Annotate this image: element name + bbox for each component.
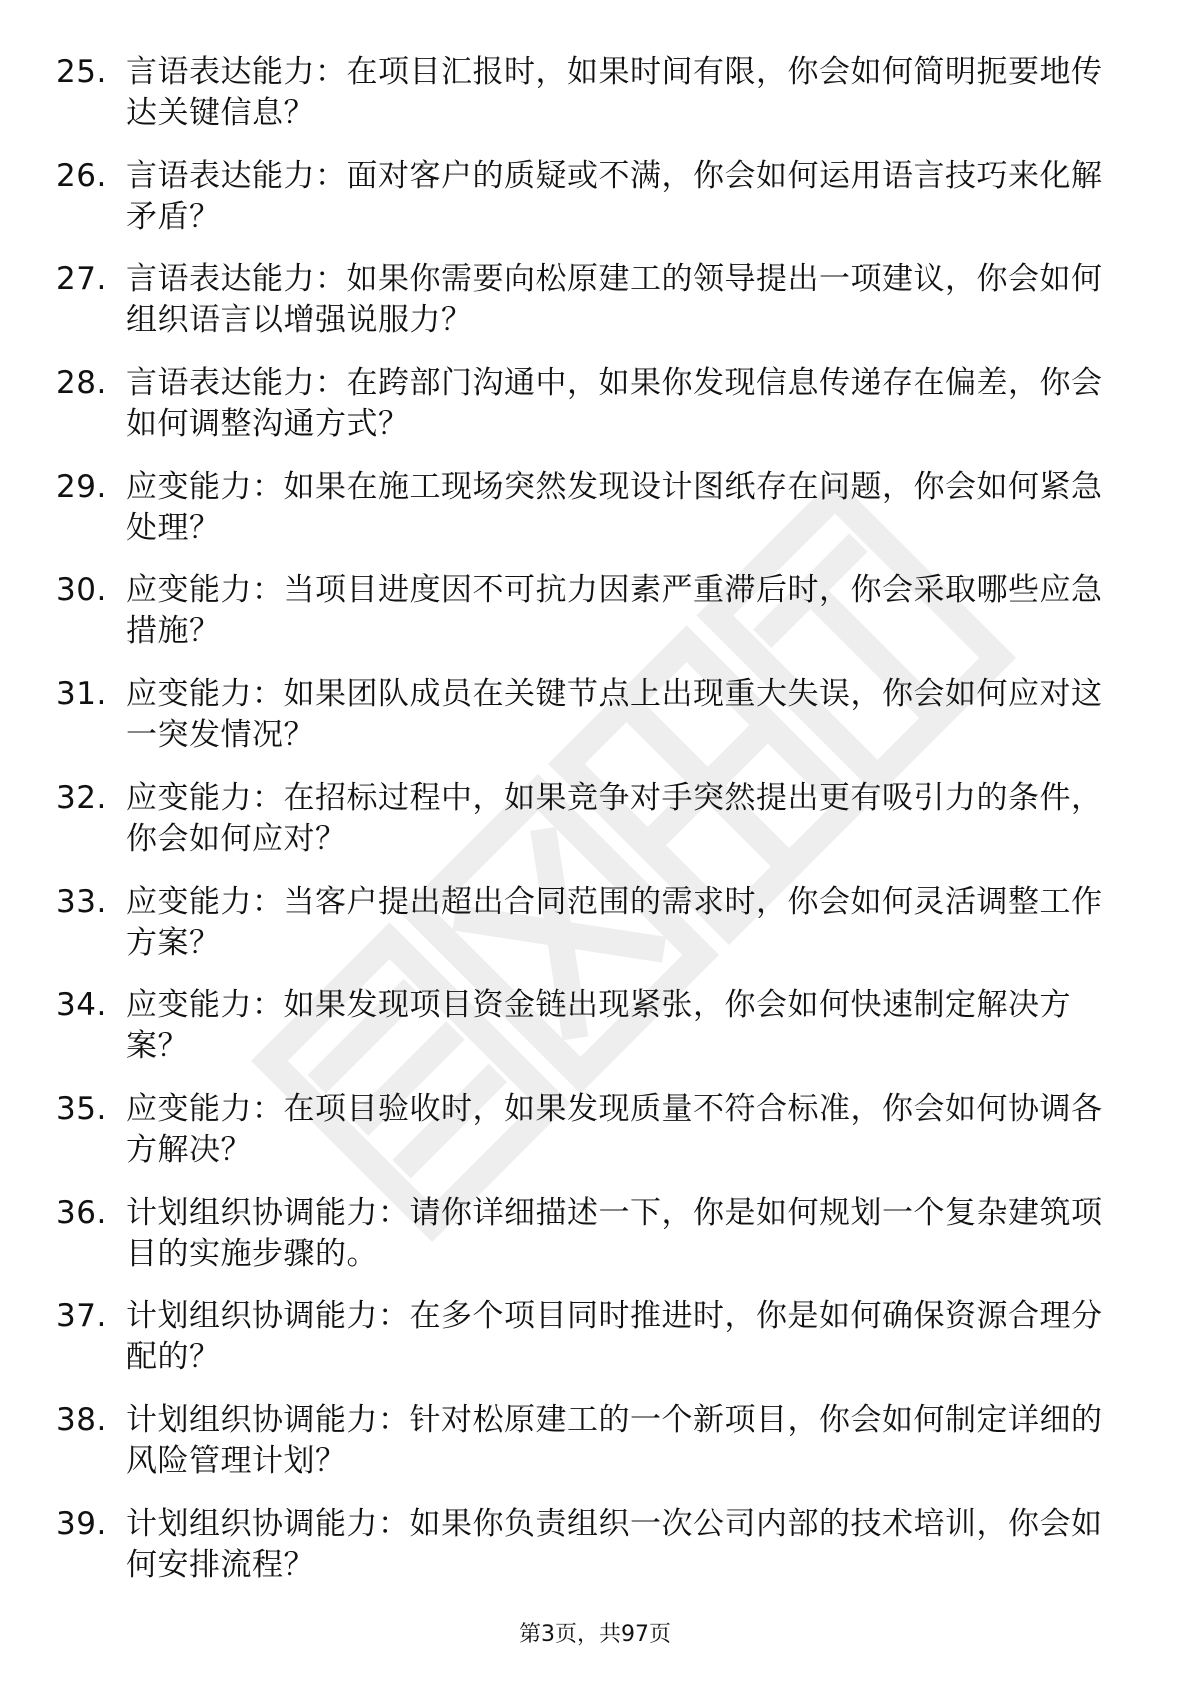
question-number: 33. bbox=[56, 883, 107, 920]
question-list bbox=[56, 52, 1116, 1607]
question-item bbox=[56, 570, 1116, 652]
question-text: 应变能力：如果发现项目资金链出现紧张，你会如何快速制定解决方案？ bbox=[126, 987, 1071, 1065]
question-number: 37. bbox=[56, 1298, 107, 1335]
question-number: 32. bbox=[56, 779, 107, 816]
question-item bbox=[56, 259, 1116, 341]
question-number: 34. bbox=[56, 987, 107, 1024]
question-number: 38. bbox=[56, 1401, 107, 1438]
question-text: 应变能力：在项目验收时，如果发现质量不符合标准，你会如何协调各方解决？ bbox=[126, 1090, 1103, 1168]
question-text: 言语表达能力：在跨部门沟通中，如果你发现信息传递存在偏差，你会如何调整沟通方式？ bbox=[126, 365, 1103, 443]
question-text: 计划组织协调能力：针对松原建工的一个新项目，你会如何制定详细的风险管理计划？ bbox=[126, 1401, 1103, 1479]
question-number: 30. bbox=[56, 572, 107, 609]
question-item bbox=[56, 52, 1116, 134]
question-number: 31. bbox=[56, 676, 107, 713]
question-text: 应变能力：当客户提出超出合同范围的需求时，你会如何灵活调整工作方案？ bbox=[126, 883, 1103, 961]
question-text: 应变能力：如果在施工现场突然发现设计图纸存在问题，你会如何紧急处理？ bbox=[126, 468, 1103, 546]
question-number: 26. bbox=[56, 157, 107, 194]
question-item bbox=[56, 882, 1116, 964]
question-number: 28. bbox=[56, 365, 107, 402]
question-item bbox=[56, 1089, 1116, 1171]
question-number: 35. bbox=[56, 1090, 107, 1127]
question-text: 计划组织协调能力：在多个项目同时推进时，你是如何确保资源合理分配的？ bbox=[126, 1298, 1103, 1376]
question-text: 计划组织协调能力：请你详细描述一下，你是如何规划一个复杂建筑项目的实施步骤的。 bbox=[126, 1194, 1103, 1272]
question-text: 言语表达能力：在项目汇报时，如果时间有限，你会如何简明扼要地传达关键信息？ bbox=[126, 54, 1103, 131]
question-item bbox=[56, 674, 1116, 756]
page-footer bbox=[0, 1620, 1190, 1650]
question-number: 27. bbox=[56, 261, 107, 298]
question-text: 应变能力：当项目进度因不可抗力因素严重滞后时，你会采取哪些应急措施？ bbox=[126, 572, 1103, 650]
question-item bbox=[56, 1296, 1116, 1378]
question-text: 言语表达能力：如果你需要向松原建工的领导提出一项建议，你会如何组织语言以增强说服力？ bbox=[126, 261, 1103, 339]
question-item bbox=[56, 156, 1116, 238]
question-item bbox=[56, 1193, 1116, 1275]
question-item bbox=[56, 363, 1116, 445]
question-item bbox=[56, 778, 1116, 860]
question-item bbox=[56, 467, 1116, 549]
question-text: 言语表达能力：面对客户的质疑或不满，你会如何运用语言技巧来化解矛盾？ bbox=[126, 157, 1103, 235]
question-item bbox=[56, 1400, 1116, 1482]
question-number: 36. bbox=[56, 1194, 107, 1231]
question-item bbox=[56, 985, 1116, 1067]
question-number: 39. bbox=[56, 1505, 107, 1542]
question-text: 应变能力：在招标过程中，如果竞争对手突然提出更有吸引力的条件，你会如何应对？ bbox=[126, 779, 1103, 857]
question-text: 应变能力：如果团队成员在关键节点上出现重大失误，你会如何应对这一突发情况？ bbox=[126, 676, 1103, 754]
question-text: 计划组织协调能力：如果你负责组织一次公司内部的技术培训，你会如何安排流程？ bbox=[126, 1505, 1103, 1583]
question-item bbox=[56, 1504, 1116, 1586]
question-number: 29. bbox=[56, 468, 107, 505]
question-number: 25. bbox=[56, 54, 107, 90]
page-number-label: 第3页，共97页 bbox=[519, 1622, 671, 1647]
